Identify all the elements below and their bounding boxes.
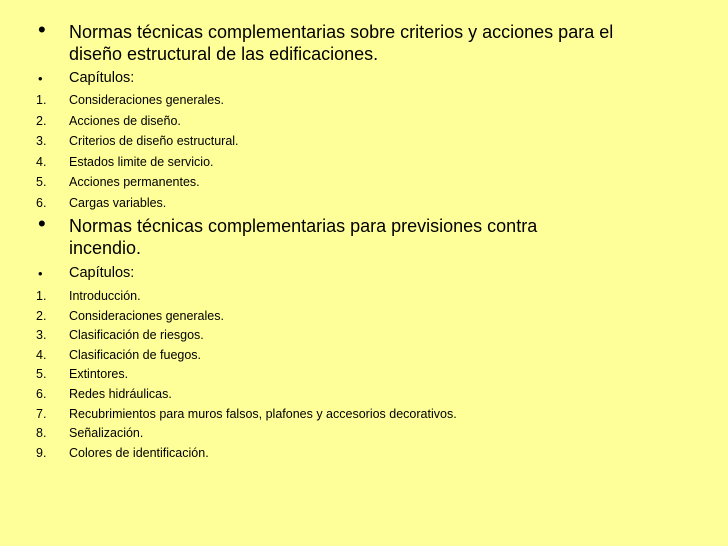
list-item-number: 6. [36,387,47,401]
section1-heading-line2: diseño estructural de las edificaciones. [69,44,379,64]
list-item-number: 6. [36,196,47,210]
bullet-icon: • [38,71,43,86]
list-item-number: 1. [36,289,47,303]
section2-heading-line2: incendio. [69,238,142,258]
bullet-icon: • [38,17,46,42]
section2-heading-line1: Normas técnicas complementarias para previsiones contra [69,216,538,236]
list-item-text: Cargas variables. [69,196,167,210]
list-item-text: Clasificación de fuegos. [69,347,202,362]
list-item-number: 2. [36,113,47,128]
section1-chapters-label: Capítulos: [69,70,135,86]
list-item-text: Consideraciones generales. [69,308,224,323]
list-item-number: 2. [36,308,47,323]
list-item-text: Clasificación de riesgos. [69,328,204,343]
section1-heading-line1: Normas técnicas complementarias sobre criterios y acciones para el [69,22,614,42]
list-item-number: 4. [36,347,47,362]
bullet-icon: • [38,266,43,281]
bullet-icon: • [38,211,46,236]
list-item-text: Acciones de diseño. [69,113,181,128]
list-item-number: 4. [36,154,47,169]
list-item-number: 3. [36,328,47,343]
list-item-text: Criterios de diseño estructural. [69,134,239,149]
list-item-text: Extintores. [69,367,129,382]
list-item-number: 5. [36,175,47,190]
list-item-text: Introducción. [69,289,141,303]
list-item-text: Colores de identificación. [69,445,209,460]
list-item-text: Consideraciones generales. [69,93,224,107]
list-item-number: 7. [36,406,47,421]
list-item-number: 1. [36,93,47,107]
list-item-text: Redes hidráulicas. [69,387,172,401]
list-item-number: 8. [36,426,47,441]
list-item-text: Acciones permanentes. [69,175,200,190]
list-item-number: 9. [36,445,47,460]
list-item-text: Señalización. [69,426,144,441]
list-item-number: 5. [36,367,47,382]
section2-chapters-label: Capítulos: [69,265,135,281]
list-item-text: Estados limite de servicio. [69,154,214,169]
list-item-text: Recubrimientos para muros falsos, plafones y accesorios decorativos. [69,406,457,421]
list-item-number: 3. [36,134,47,149]
